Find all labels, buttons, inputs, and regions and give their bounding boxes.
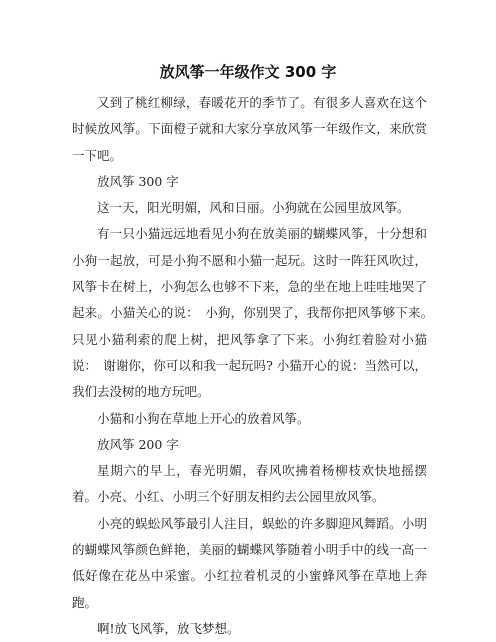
paragraph: 小亮的蜈蚣风筝最引人注目，蜈蚣的许多脚迎风舞蹈。小明的蝴蝶风筝颜色鲜艳，美丽的蝴蝶风筝随着小明手中的线一高一低好像在花丛中采蜜。小红拉着机灵的小蜜蜂风筝在草地上奔跑。 [72, 515, 427, 610]
document-body [72, 90, 440, 642]
paragraph-closing: 啊!放飞风筝，放飞梦想。 [97, 620, 240, 636]
section-heading-300: 放风筝 300 字 [97, 173, 179, 189]
paragraph: 这一天，阳光明媚，风和日丽。小狗就在公园里放风筝。 [97, 200, 410, 216]
section-heading-200: 放风筝 200 字 [97, 436, 179, 452]
paragraph-intro: 又到了桃红柳绿，春暖花开的季节了。有很多人喜欢在这个时候放风筝。下面橙子就和大家分享放风筝一年级作文，来欣赏一下吧。 [72, 95, 427, 163]
paragraph: 小猫和小狗在草地上开心的放着风筝。 [97, 410, 310, 426]
paragraph: 有一只小猫远远地看见小狗在放美丽的蝴蝶风筝，十分想和小狗一起放，可是小狗不愿和小猫一起玩。这时一阵狂风吹过，风筝卡在树上，小狗怎么也够不下来，急的坐在地上哇哇地哭了起来。小猫关心的说： 小狗，你别哭了，我帮你把风筝够下来。 只见小猫利索的爬上树，把风筝拿了下来。小狗红着脸对小猫说： 谢谢你，你可以和我一起玩吗? 小猫开心的说：当然可以，我们去没树的地方玩吧。 [72, 226, 440, 400]
document-title: 放风筝一年级作文 300 字 [159, 63, 337, 81]
paragraph: 星期六的早上，春光明媚，春风吹拂着杨柳枝欢快地摇摆着。小亮、小红、小明三个好朋友相约去公园里放风筝。 [72, 463, 427, 505]
